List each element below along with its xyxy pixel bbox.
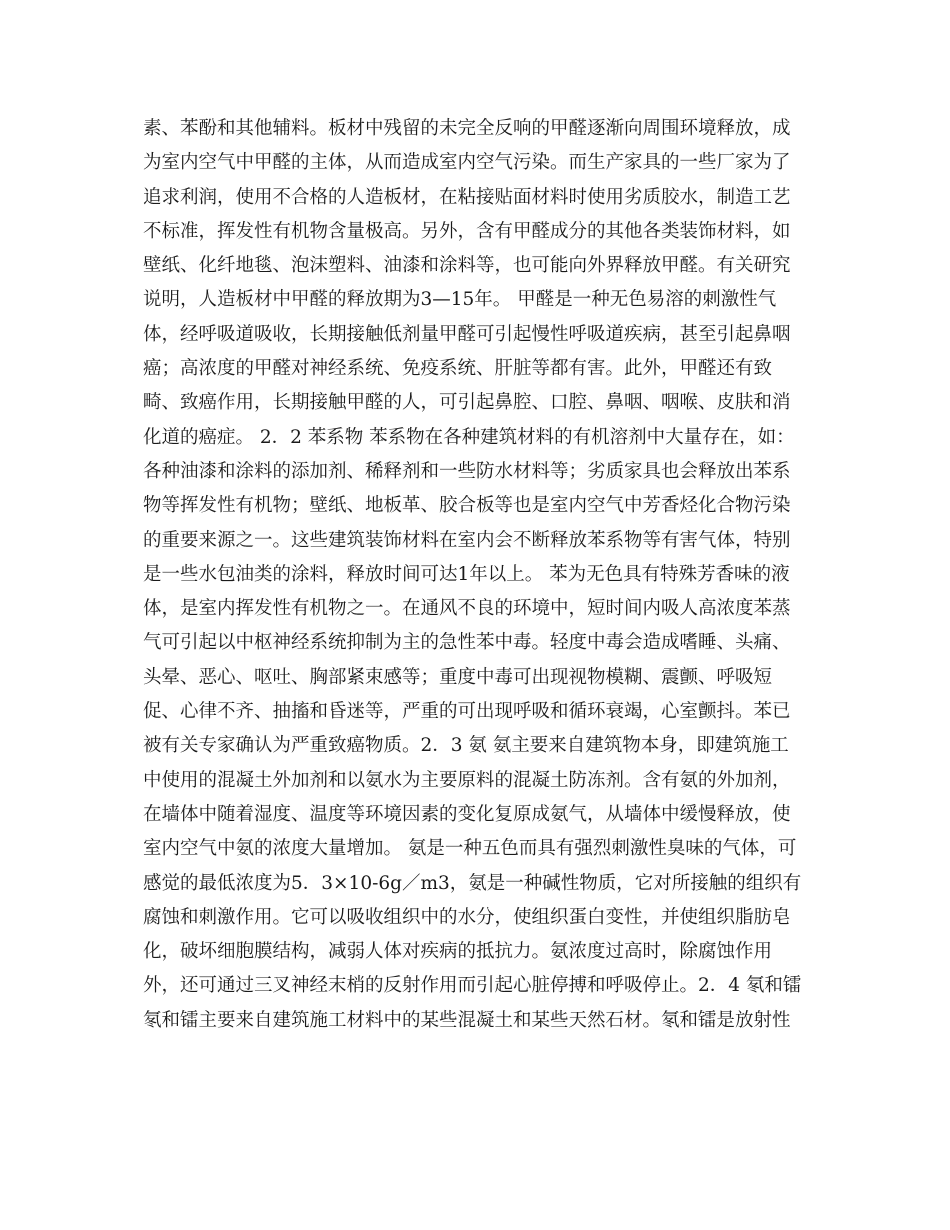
text-line: 腐蚀和刺激作用。它可以吸收组织中的水分，使组织蛋白变性，并使组织脂肪皂 [143, 906, 791, 928]
text-line: 不标准，挥发性有机物含量极高。另外，含有甲醛成分的其他各类装饰材料，如 [143, 220, 791, 242]
text-line: 各种油漆和涂料的添加剂、稀释剂和一些防水材料等；劣质家具也会释放出苯系 [143, 460, 791, 482]
text-line: 化道的癌症。 2．2 苯系物 苯系物在各种建筑材料的有机溶剂中大量存在，如： [143, 426, 795, 448]
text-line: 追求利润，使用不合格的人造板材，在粘接贴面材料时使用劣质胶水，制造工艺 [143, 186, 791, 208]
text-line: 体，是室内挥发性有机物之一。在通风不良的环境中，短时间内吸人高浓度苯蒸 [143, 598, 791, 620]
text-line: 说明，人造板材中甲醛的释放期为3—15年。 甲醛是一种无色易溶的刺激性气 [143, 289, 777, 311]
text-line: 畸、致癌作用，长期接触甲醛的人，可引起鼻腔、口腔、鼻咽、咽喉、皮肤和消 [143, 392, 791, 414]
text-line: 物等挥发性有机物；壁纸、地板革、胶合板等也是室内空气中芳香烃化合物污染 [143, 495, 791, 517]
text-line: 被有关专家确认为严重致癌物质。2．3 氨 氨主要来自建筑物本身，即建筑施工 [143, 735, 789, 757]
text-line: 素、苯酚和其他辅料。板材中残留的未完全反响的甲醛逐渐向周围环境释放，成 [143, 118, 791, 139]
text-line: 癌；高浓度的甲醛对神经系统、免疫系统、肝脏等都有害。此外，甲醛还有致 [143, 358, 773, 380]
text-line: 外，还可通过三叉神经末梢的反射作用而引起心脏停搏和呼吸停止。2．4 氡和镭 [143, 975, 802, 997]
text-line: 化，破坏细胞膜结构，减弱人体对疾病的抵抗力。氨浓度过高时，除腐蚀作用 [143, 941, 773, 963]
text-line: 的重要来源之一。这些建筑装饰材料在室内会不断释放苯系物等有害气体，特别 [143, 529, 791, 551]
text-line: 头晕、恶心、呕吐、胸部紧束感等；重度中毒可出现视物模糊、震颤、呼吸短 [143, 666, 773, 688]
text-line: 是一些水包油类的涂料，释放时间可达1年以上。 苯为无色具有特殊芳香味的液 [143, 563, 790, 585]
body-text [143, 112, 823, 1038]
text-line: 氡和镭主要来自建筑施工材料中的某些混凝土和某些天然石材。氡和镭是放射性 [143, 1009, 791, 1031]
text-line: 中使用的混凝土外加剂和以氨水为主要原料的混凝土防冻剂。含有氨的外加剂， [143, 769, 791, 791]
text-line: 壁纸、化纤地毯、泡沫塑料、油漆和涂料等，也可能向外界释放甲醛。有关研究 [143, 255, 791, 277]
text-line: 体，经呼吸道吸收，长期接触低剂量甲醛可引起慢性呼吸道疾病，甚至引起鼻咽 [143, 323, 791, 345]
text-line: 在墙体中随着湿度、温度等环境因素的变化复原成氨气，从墙体中缓慢释放，使 [143, 803, 791, 825]
text-line: 为室内空气中甲醛的主体，从而造成室内空气污染。而生产家具的一些厂家为了 [143, 152, 791, 174]
text-line: 感觉的最低浓度为5．3×10-6g／m3，氨是一种碱性物质，它对所接触的组织有 [143, 872, 802, 894]
text-line: 室内空气中氨的浓度大量增加。 氨是一种五色而具有强烈刺激性臭味的气体，可 [143, 838, 797, 860]
text-line: 气可引起以中枢神经系统抑制为主的急性苯中毒。轻度中毒会造成嗜睡、头痛、 [143, 632, 791, 654]
text-line: 促、心律不齐、抽搐和昏迷等，严重的可出现呼吸和循环衰竭，心室颤抖。苯已 [143, 701, 791, 723]
